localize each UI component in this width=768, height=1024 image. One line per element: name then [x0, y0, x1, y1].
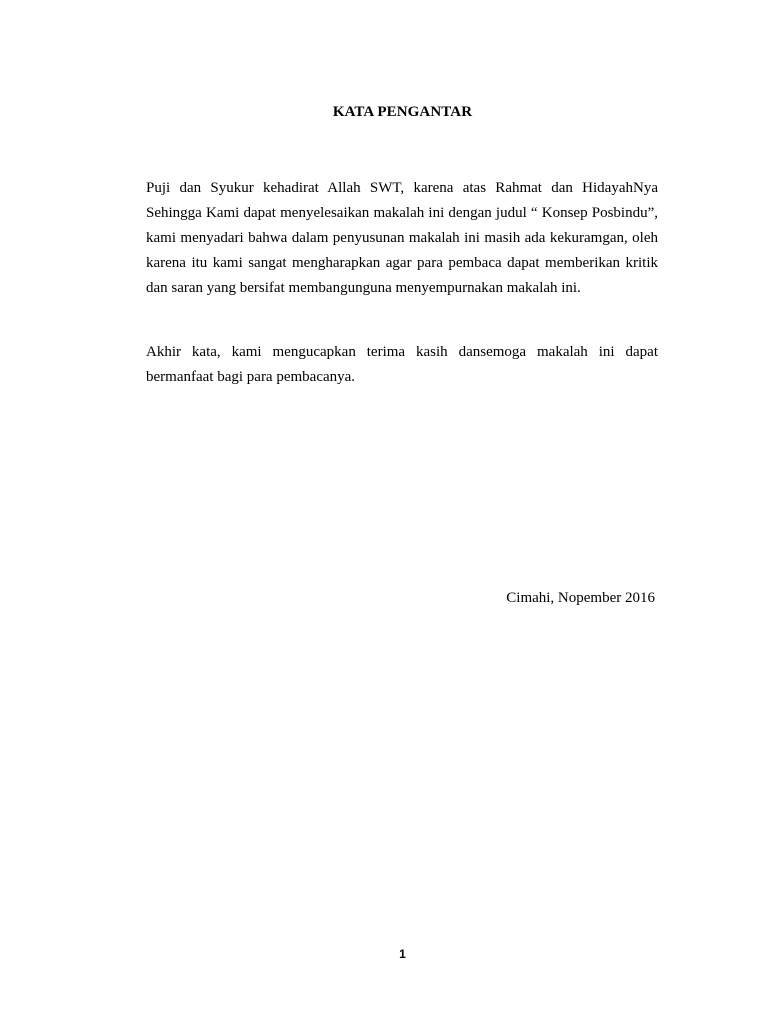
- page-title: KATA PENGANTAR: [332, 104, 473, 120]
- page-number: 1: [399, 947, 406, 961]
- place-date-signature: Cimahi, Nopember 2016: [506, 590, 655, 606]
- paragraph-closing: Akhir kata, kami mengucapkan terima kasih dansemoga makalah ini dapat bermanfaat bagi para pembacanya.: [146, 344, 658, 385]
- paragraph-intro: Puji dan Syukur kehadirat Allah SWT, karena atas Rahmat dan HidayahNya Sehingga Kami dapat menyelesaikan makalah ini dengan judul “ Konsep Posbindu”, kami menyadari bahwa dalam penyusunan makalah ini masih ada kekuramgan, oleh karena itu kami sangat mengharapkan agar para pembaca dapat memberikan kritik dan saran yang bersifat membangunguna menyempurnakan makalah ini.: [146, 180, 658, 296]
